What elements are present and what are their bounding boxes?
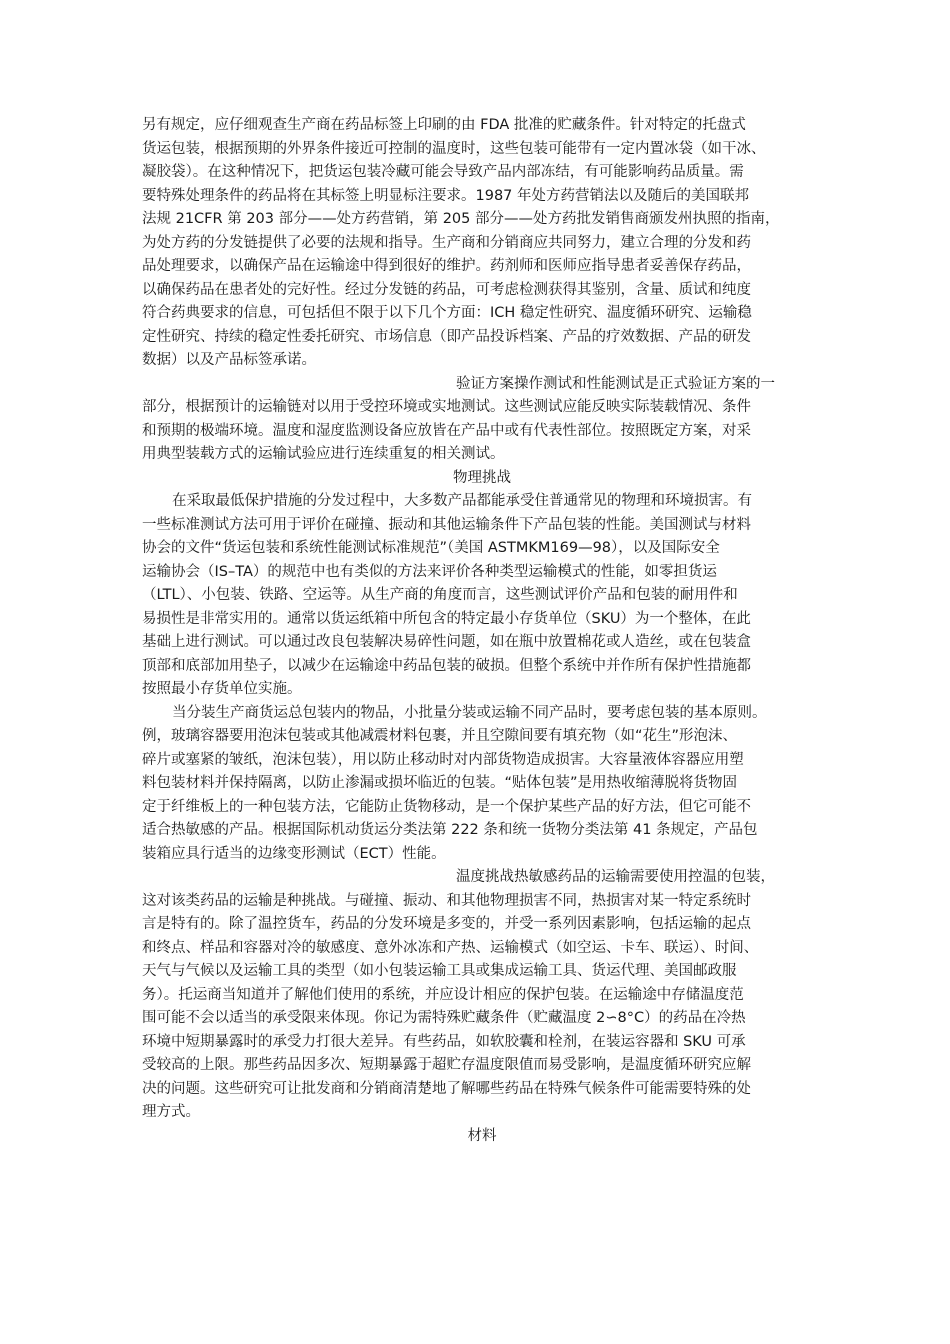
text-line: 基础上进行测试。可以通过改良包装解决易碎性问题，如在瓶中放置棉花或人造丝，或在包装盒 [142,634,751,650]
text-line: 决的问题。这些研究可让批发商和分销商清楚地了解哪些药品在特殊气候条件可能需要特殊的处 [142,1080,751,1097]
text-line: 协会的文件“货运包装和系统性能测试标准规范”（美国 ASTMKM169—98），以及国际安全 [142,540,720,556]
text-line: （LTL）、小包装、铁路、空运等。从生产商的角度而言，这些测试评价产品和包装的耐用件和 [142,587,738,603]
document-body [142,114,822,1148]
text-line: 部分，根据预计的运输链对以用于受控环境或实地测试。这些测试应能反映实际装载情况、条件 [142,399,751,415]
text-line: 货运包装，根据预期的外界条件接近可控制的温度时，这些包装可能带有一定内置冰袋（如干冰、 [142,140,766,157]
section-heading-physical-challenge: 物理挑战 [453,469,511,486]
text-line: 和预期的极端环境。温度和湿度监测设备应放皆在产品中或有代表性部位。按照既定方案，对采 [142,422,751,439]
text-line: 定性研究、持续的稳定性委托研究、市场信息（即产品投诉档案、产品的疗效数据、产品的研发 [142,328,751,345]
text-line: 碎片或塞紧的皱纸，泡沫包装），用以防止移动时对内部货物造成损害。大容量液体容器应用塑 [142,751,744,768]
text-line: 按照最小存货单位实施。 [142,681,302,697]
text-line: 数据）以及产品标签承诺。 [142,352,316,368]
text-line: 环境中短期暴露时的承受力打很大差异。有些药品，如软胶囊和栓剂，在装运容器和 SKU 可承 [142,1033,746,1050]
text-line: 符合药典要求的信息，可包括但不限于以下几个方面：ICH 稳定性研究、温度循环研究、运输稳 [142,305,752,321]
text-line: 运输协会（IS–TA）的规范中也有类似的方法来评价各种类型运输模式的性能，如零担货运 [142,563,717,580]
text-line: 定于纤维板上的一种包装方法，它能防止货物移动，是一个保护某些产品的好方法，但它可能不 [142,798,751,815]
text-line: 围可能不会以适当的承受限来体现。你记为需特殊贮藏条件（贮藏温度 2∽8°C）的药品在冷热 [142,1010,746,1026]
text-line: 适合热敏感的产品。根据国际机动货运分类法第 222 条和统一货物分类法第 41 条规定，产品包 [142,822,758,838]
text-line: 一些标准测试方法可用于评价在碰撞、振动和其他运输条件下产品包装的性能。美国测试与材料 [142,516,751,533]
text-line: 顶部和底部加用垫子，以减少在运输途中药品包装的破损。但整个系统中并作所有保护性措施都 [142,657,751,674]
text-line: 以确保药品在患者处的完好性。经过分发链的药品，可考虑检测获得其鉴别，含量、质试和纯度 [142,281,751,298]
text-line: 另有规定，应仔细观查生产商在药品标签上印刷的由 FDA 批准的贮藏条件。针对特定的托盘式 [142,117,746,133]
text-line: 理方式。 [142,1104,200,1120]
text-line: 料包装材料并保持隔离，以防止渗漏或损坏临近的包装。“贴体包装”是用热收缩薄脱将货物固 [142,775,738,791]
text-line: 凝胶袋）。在这种情况下，把货运包装冷藏可能会导致产品内部冻结，有可能影响药品质量。需 [142,164,744,180]
text-line: 务）。托运商当知道并了解他们使用的系统，并应设计相应的保护包装。在运输途中存储温度范 [142,986,744,1003]
text-line: 为处方药的分发链提供了必要的法规和指导。生产商和分销商应共同努力，建立合理的分发和药 [142,234,751,251]
text-line: 这对该类药品的运输是种挑战。与碰撞、振动、和其他物理损害不同，热损害对某一特定系统时 [142,892,751,909]
section-heading-materials: 材料 [467,1127,497,1144]
text-line: 受较高的上限。那些药品因多次、短期暴露于超贮存温度限值而易受影响，是温度循环研究应解 [142,1057,751,1073]
text-line: 用典型装载方式的运输试验应进行连续重复的相关测试。 [142,446,505,462]
text-line: 例，玻璃容器要用泡沫包装或其他减震材料包裹，并且空隙间要有填充物（如“花生”形泡沫、 [142,728,738,744]
text-line: 在采取最低保护措施的分发过程中，大多数产品都能承受住普通常见的物理和环境损害。有 [172,493,752,509]
text-line: 要特殊处理条件的药品将在其标签上明显标注要求。1987 年处方药营销法以及随后的美国联邦 [142,187,750,204]
text-line: 温度挑战热敏感药品的运输需要使用控温的包装， [456,869,775,885]
text-line: 验证方案操作测试和性能测试是正式验证方案的一 [456,375,775,392]
text-line: 和终点、样品和容器对冷的敏感度、意外冰冻和产热、运输模式（如空运、卡车、联运）、时间、 [142,939,759,956]
text-line: 言是特有的。除了温控货车，药品的分发环境是多变的，并受一系列因素影响，包括运输的起点 [142,916,751,932]
text-line: 当分装生产商货运总包装内的物品，小批量分装或运输不同产品时，要考虑包装的基本原则。 [172,704,767,721]
text-line: 品处理要求，以确保产品在运输途中得到很好的维护。药剂师和医师应指导患者妥善保存药品， [142,258,751,274]
text-line: 装箱应具行适当的边缘变形测试（ECT）性能。 [142,845,446,862]
text-line: 天气与气候以及运输工具的类型（如小包装运输工具或集成运输工具、货运代理、美国邮政服 [142,963,737,979]
text-line: 易损性是非常实用的。通常以货运纸箱中所包含的特定最小存货单位（SKU）为一个整体，在此 [142,610,751,627]
text-line: 法规 21CFR 第 203 部分——处方药营销，第 205 部分——处方药批发销售商颁发州执照的指南， [142,211,780,227]
